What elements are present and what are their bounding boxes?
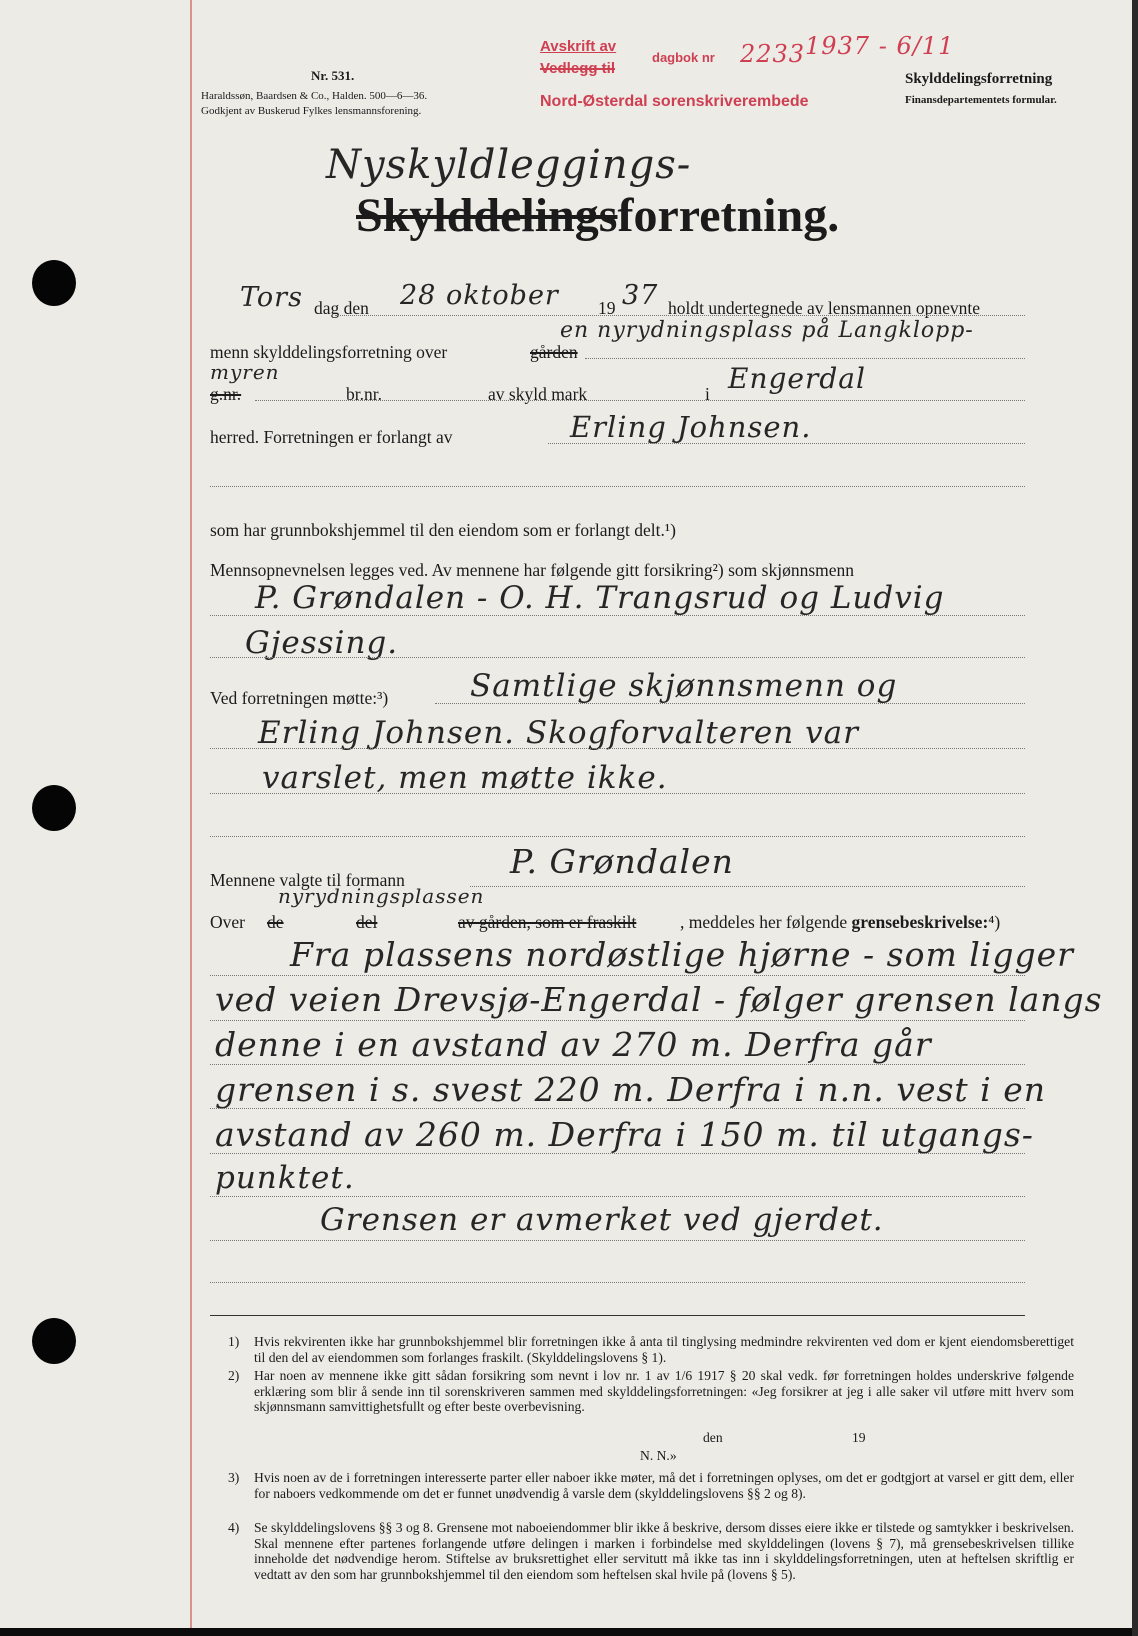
stamp-journal-no: dagbok nr [652, 50, 715, 65]
stamp-attachment: Vedlegg til [540, 60, 616, 77]
punch-hole-top [32, 260, 76, 306]
formann-label: Mennene valgte til formann [210, 870, 405, 890]
chairman-hand: P. Grøndalen [510, 842, 734, 881]
dotted-line [210, 1282, 1025, 1283]
grense-label: grensebeskrivelse: [851, 912, 989, 932]
description-line-2: ved veien Drevsjø-Engerdal - følger grensen langs [215, 980, 1103, 1019]
stamp-court: Nord-Østerdal sorenskriverembede [540, 93, 809, 110]
form-number: Nr. 531. [311, 68, 355, 83]
title-handwritten: Nyskyldleggings- [326, 142, 692, 188]
dotted-line [335, 315, 1025, 316]
property-insert-hand-2: myren [210, 360, 280, 384]
meddeles-text: , meddeles her følgende grensebeskrivelse:⁴) [680, 912, 1001, 932]
dotted-line [210, 1240, 1025, 1241]
footnote-3-number: 3) [228, 1470, 240, 1485]
motte-label: Ved forretningen møtte:³) [210, 688, 389, 708]
stamp-journal-year: 1937 - 6/11 [805, 32, 955, 60]
appraisers-hand-2: Gjessing. [245, 625, 399, 661]
page-title [356, 188, 839, 243]
grunnbok-text: som har grunnbokshjemmel til den eiendom som er forlangt delt.¹) [210, 520, 676, 540]
description-line-5: avstand av 260 m. Derfra i 150 m. til utgangs- [215, 1115, 1034, 1154]
margin-rule [190, 0, 192, 1628]
over-label: Over [210, 912, 245, 932]
punch-hole-bottom [32, 1318, 76, 1364]
footnote-2-year: 19 [852, 1430, 866, 1445]
dotted-line [548, 443, 1025, 444]
dotted-line [210, 657, 1025, 658]
mennsopn-text: Mennsopnevnelsen legges ved. Av mennene har følgende gitt forsikring²) som skjønnsmenn [210, 560, 855, 580]
dotted-line [210, 1064, 1025, 1065]
dotted-line [210, 1196, 1025, 1197]
i-label: i [705, 384, 710, 404]
scan-edge-bottom [0, 1628, 1138, 1636]
dotted-line [585, 358, 1025, 359]
date-hand: 28 oktober [400, 280, 559, 311]
description-line-3: denne i en avstand av 270 m. Derfra går [215, 1025, 932, 1064]
approval-line: Godkjent av Buskerud Fylkes lensmannsforening. [201, 105, 422, 117]
dotted-line [435, 703, 1025, 704]
footnote-3-text: Hvis noen av de i forretningen interesserte parter eller naboer ikke møter, må det i forretningen oplyses, om det er godtgjort at varsel er gitt dem, eller for naboers vedkommende om det er funnet unødvendig å varsle dem (skylddelingslovens §§ 2 og 8). [254, 1470, 1074, 1501]
dotted-line [210, 1153, 1025, 1154]
description-line-7: Grensen er avmerket ved gjerdet. [320, 1202, 884, 1238]
attendees-hand-3: varslet, men møtte ikke. [262, 760, 668, 796]
appraisers-hand-1: P. Grøndalen - O. H. Trangsrud og Ludvig [255, 580, 945, 616]
dotted-line [210, 836, 1025, 837]
footnote-separator [210, 1315, 1025, 1316]
title-struck: Skylddelings [356, 189, 618, 242]
stamp-copy-of: Avskrift av [540, 38, 617, 55]
dotted-line [210, 793, 1025, 794]
property-insert-hand: en nyrydningsplass på Langklopp- [560, 318, 974, 343]
dotted-line [255, 400, 1025, 401]
del-struck: del [356, 912, 378, 932]
footnote-2-number: 2) [228, 1368, 240, 1383]
brnr-label: br.nr. [346, 384, 382, 404]
dotted-line [210, 975, 1025, 976]
herred-text: herred. Forretningen er forlangt av [210, 427, 453, 447]
garden-struck: gården [530, 342, 578, 362]
footnote-4-number: 4) [228, 1520, 240, 1535]
weekday-hand: Tors [240, 282, 303, 313]
footnote-1-text: Hvis rekvirenten ikke har grunnbokshjemmel blir forretningen ikke å anta til tinglysing medmindre rekvirenten ved dom er kjent eiendomsberettiget til den del av eiendommen som forlanges fraskilt. (Skylddelingslovens § 1). [254, 1334, 1074, 1365]
form-title-header: Skylddelingsforretning [905, 71, 1053, 87]
dotted-line [210, 1108, 1025, 1109]
footnote-2-text: Har noen av mennene ikke gitt sådan forsikring som nevnt i lov nr. 1 av 1/6 1917 § 20 skal vedk. før forretningen holdes underskrive følgende erklæring som blir å sende inn til sorenskriveren sammen med skylddelingsforretningen: «Jeg forsikrer at jeg i alle saker vil utføre mitt hverv som skjønnsmann samvittighetsfullt og efter beste overbevisning. [254, 1368, 1074, 1414]
holdt-text: holdt undertegnede av lensmannen opnevnte [668, 298, 980, 318]
printer-line: Haraldssøn, Baardsen & Co., Halden. 500—6—36. [201, 90, 428, 102]
municipality-hand: Engerdal [728, 362, 866, 395]
description-line-1: Fra plassens nordøstlige hjørne - som ligger [290, 935, 1074, 974]
punch-hole-middle [32, 785, 76, 831]
attendees-hand-2: Erling Johnsen. Skogforvalteren var [258, 715, 859, 751]
menn-text: menn skylddelingsforretning over [210, 342, 448, 362]
de-struck: de [267, 912, 284, 932]
dotted-line [470, 886, 1025, 887]
scan-edge-right [1132, 0, 1138, 1636]
dag-den-label: dag den [314, 298, 369, 318]
year-prefix: 19 [598, 298, 616, 318]
dotted-line [210, 748, 1025, 749]
footnote-2-den: den [703, 1430, 723, 1445]
skyld-label: av skyld mark [488, 384, 588, 404]
stamp-journal-number: 2233 [740, 40, 806, 68]
year-hand: 37 [622, 280, 659, 311]
dotted-line [210, 486, 1025, 487]
form-subtitle: Finansdepartementets formular. [905, 94, 1057, 106]
gnr-struck: g.nr. [210, 384, 242, 404]
dotted-line [210, 615, 1025, 616]
footnote-1-number: 1) [228, 1334, 240, 1349]
title-rest: forretning. [617, 189, 840, 242]
dotted-line [210, 1020, 1025, 1021]
footnote-4-text: Se skylddelingslovens §§ 3 og 8. Grensene mot naboeiendommer blir ikke å beskrive, dersom disses eiere ikke er tilstede og samtykker i beskrivelsen. Skal mennene efter partenes forlangende utføre delingen i marken i forbindelse med skylddelingen (lovens § 7), må grensebeskrivelsen tillike inneholde det nødvendige herom. Stiftelse av bruksrettighet eller servitutt må ikke tas inn i skylddelingsforretningen, uten at heftelsen skriftlig er vedtatt av den som har grunnbokshjemmel til den eiendom som heftelsen skal hvile på (lovens § 5). [254, 1520, 1074, 1582]
description-line-6: punktet. [215, 1160, 355, 1196]
requester-hand: Erling Johnsen. [570, 410, 812, 444]
description-line-4: grensen i s. svest 220 m. Derfra i n.n. vest i en [215, 1070, 1047, 1109]
avgarden-struck: av gården, som er fraskilt [458, 912, 637, 932]
attendees-hand-1: Samtlige skjønnsmenn og [470, 668, 898, 704]
footnote-2-signature: N. N.» [640, 1448, 677, 1463]
over-insert-hand: nyrydningsplassen [278, 884, 485, 908]
